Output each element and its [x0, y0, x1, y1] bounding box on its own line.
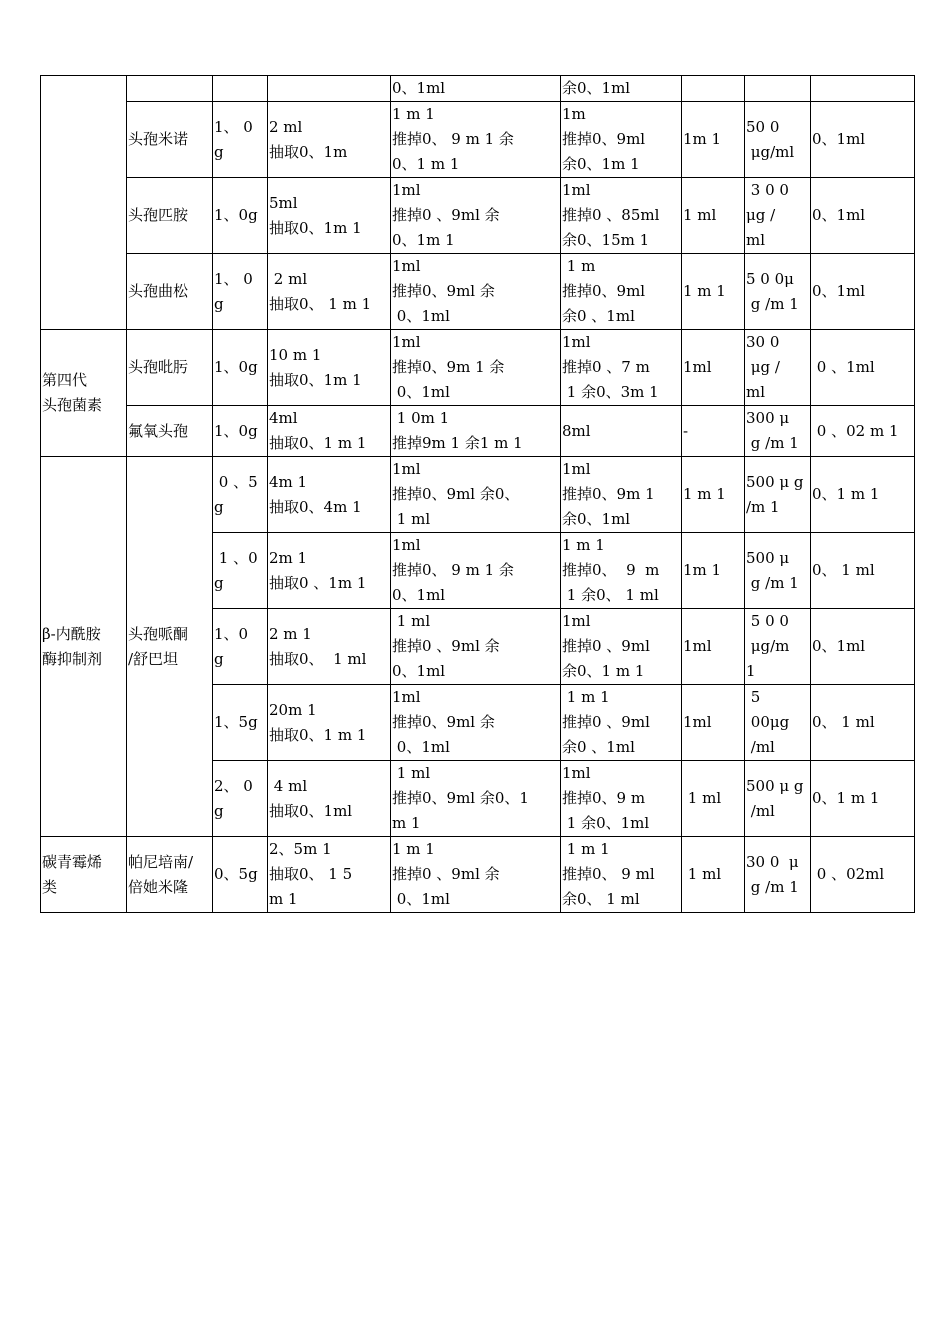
- vial-cell: 1、 0 g: [213, 102, 268, 178]
- dose-cell: 0 、02 m 1: [811, 406, 915, 457]
- vial-cell: 0 、5 g: [213, 457, 268, 533]
- drug-cell: [127, 76, 213, 102]
- vial-cell: 1、0 g: [213, 609, 268, 685]
- drug-cell: 头孢米诺: [127, 102, 213, 178]
- dose-cell: 0、1ml: [811, 254, 915, 330]
- step3-cell: 1ml 推掉0 、9ml 余0、1 m 1: [561, 609, 682, 685]
- dilute-cell: 2 ml 抽取0、1m: [268, 102, 391, 178]
- final-cell: 1ml: [682, 609, 745, 685]
- dose-cell: 0、 1 ml: [811, 533, 915, 609]
- dose-cell: 0、 1 ml: [811, 685, 915, 761]
- step2-cell: 1 m 1 推掉0 、9ml 余 0、1ml: [391, 837, 561, 913]
- drug-cell: 头孢哌酮 /舒巴坦: [127, 457, 213, 837]
- step3-cell: 1ml 推掉0 、85ml 余0、15m 1: [561, 178, 682, 254]
- concentration-cell: 500 μ g /ml: [745, 761, 811, 837]
- vial-cell: [213, 76, 268, 102]
- step2-cell: 1 ml 推掉0 、9ml 余 0、1ml: [391, 609, 561, 685]
- concentration-cell: 50 0 μg/ml: [745, 102, 811, 178]
- final-cell: 1 m 1: [682, 457, 745, 533]
- step2-cell: 1ml 推掉0、9m 1 余 0、1ml: [391, 330, 561, 406]
- table-row: [41, 406, 915, 457]
- vial-cell: 2、 0 g: [213, 761, 268, 837]
- step2-cell: 1ml 推掉0、9ml 余0、 1 ml: [391, 457, 561, 533]
- final-cell: -: [682, 406, 745, 457]
- final-cell: 1m 1: [682, 102, 745, 178]
- concentration-cell: [745, 76, 811, 102]
- vial-cell: 1 、0 g: [213, 533, 268, 609]
- concentration-cell: 5 0 0μ g /m 1: [745, 254, 811, 330]
- step2-cell: 0、1ml: [391, 76, 561, 102]
- dose-cell: 0 、02ml: [811, 837, 915, 913]
- category-cell: β-内酰胺 酶抑制剂: [41, 457, 127, 837]
- dilution-table: [40, 75, 915, 913]
- final-cell: 1 m 1: [682, 254, 745, 330]
- table-row: [41, 837, 915, 913]
- dilute-cell: 10 m 1 抽取0、1m 1: [268, 330, 391, 406]
- final-cell: 1 ml: [682, 178, 745, 254]
- step3-cell: 余0、1ml: [561, 76, 682, 102]
- vial-cell: 1、0g: [213, 406, 268, 457]
- step3-cell: 1ml 推掉0 、7 m 1 余0、3m 1: [561, 330, 682, 406]
- dilute-cell: 4ml 抽取0、1 m 1: [268, 406, 391, 457]
- step2-cell: 1ml 推掉0、9ml 余 0、1ml: [391, 254, 561, 330]
- vial-cell: 0、5g: [213, 837, 268, 913]
- step2-cell: 1 m 1 推掉0、 9 m 1 余 0、1 m 1: [391, 102, 561, 178]
- dilute-cell: 2 m 1 抽取0、 1 ml: [268, 609, 391, 685]
- step2-cell: 1ml 推掉0、 9 m 1 余 0、1ml: [391, 533, 561, 609]
- dose-cell: 0 、1ml: [811, 330, 915, 406]
- dilute-cell: 4m 1 抽取0、4m 1: [268, 457, 391, 533]
- concentration-cell: 3 0 0 μg / ml: [745, 178, 811, 254]
- vial-cell: 1、0g: [213, 330, 268, 406]
- table-row: [41, 76, 915, 102]
- step3-cell: 1 m 1 推掉0、 9 ml 余0、 1 ml: [561, 837, 682, 913]
- step2-cell: 1ml 推掉0 、9ml 余 0、1m 1: [391, 178, 561, 254]
- concentration-cell: 300 μ g /m 1: [745, 406, 811, 457]
- category-cell: [41, 76, 127, 330]
- concentration-cell: 5 0 0 μg/m 1: [745, 609, 811, 685]
- final-cell: 1ml: [682, 330, 745, 406]
- concentration-cell: 5 00μg /ml: [745, 685, 811, 761]
- vial-cell: 1、0g: [213, 178, 268, 254]
- dose-cell: 0、1 m 1: [811, 761, 915, 837]
- final-cell: 1ml: [682, 685, 745, 761]
- vial-cell: 1、5g: [213, 685, 268, 761]
- drug-cell: 头孢吡肟: [127, 330, 213, 406]
- step2-cell: 1 ml 推掉0、9ml 余0、1 m 1: [391, 761, 561, 837]
- dilute-cell: 5ml 抽取0、1m 1: [268, 178, 391, 254]
- dilute-cell: 2 ml 抽取0、 1 m 1: [268, 254, 391, 330]
- dose-cell: 0、1 m 1: [811, 457, 915, 533]
- concentration-cell: 30 0 μg / ml: [745, 330, 811, 406]
- dose-cell: [811, 76, 915, 102]
- final-cell: 1m 1: [682, 533, 745, 609]
- step3-cell: 1m 推掉0、9ml 余0、1m 1: [561, 102, 682, 178]
- table-row: [41, 457, 915, 533]
- step2-cell: 1 0m 1 推掉9m 1 余1 m 1: [391, 406, 561, 457]
- vial-cell: 1、 0 g: [213, 254, 268, 330]
- final-cell: [682, 76, 745, 102]
- concentration-cell: 30 0 μ g /m 1: [745, 837, 811, 913]
- dose-cell: 0、1ml: [811, 178, 915, 254]
- category-cell: 碳青霉烯 类: [41, 837, 127, 913]
- table-row: [41, 178, 915, 254]
- table-row: [41, 254, 915, 330]
- final-cell: 1 ml: [682, 837, 745, 913]
- dose-cell: 0、1ml: [811, 102, 915, 178]
- drug-cell: 帕尼培南/ 倍她米隆: [127, 837, 213, 913]
- step3-cell: 1 m 推掉0、9ml 余0 、1ml: [561, 254, 682, 330]
- dilute-cell: 2m 1 抽取0 、1m 1: [268, 533, 391, 609]
- drug-cell: 头孢曲松: [127, 254, 213, 330]
- step2-cell: 1ml 推掉0、9ml 余 0、1ml: [391, 685, 561, 761]
- concentration-cell: 500 μ g /m 1: [745, 457, 811, 533]
- dilute-cell: [268, 76, 391, 102]
- step3-cell: 8ml: [561, 406, 682, 457]
- drug-cell: 氟氧头孢: [127, 406, 213, 457]
- step3-cell: 1 m 1 推掉0、 9 m 1 余0、 1 ml: [561, 533, 682, 609]
- dilute-cell: 20m 1 抽取0、1 m 1: [268, 685, 391, 761]
- concentration-cell: 500 μ g /m 1: [745, 533, 811, 609]
- table-row: [41, 330, 915, 406]
- step3-cell: 1 m 1 推掉0 、9ml 余0 、1ml: [561, 685, 682, 761]
- dilute-cell: 4 ml 抽取0、1ml: [268, 761, 391, 837]
- final-cell: 1 ml: [682, 761, 745, 837]
- dilute-cell: 2、5m 1 抽取0、 1 5 m 1: [268, 837, 391, 913]
- table-row: [41, 102, 915, 178]
- step3-cell: 1ml 推掉0、9 m 1 余0、1ml: [561, 761, 682, 837]
- category-cell: 第四代 头孢菌素: [41, 330, 127, 457]
- step3-cell: 1ml 推掉0、9m 1 余0、1ml: [561, 457, 682, 533]
- dose-cell: 0、1ml: [811, 609, 915, 685]
- drug-cell: 头孢匹胺: [127, 178, 213, 254]
